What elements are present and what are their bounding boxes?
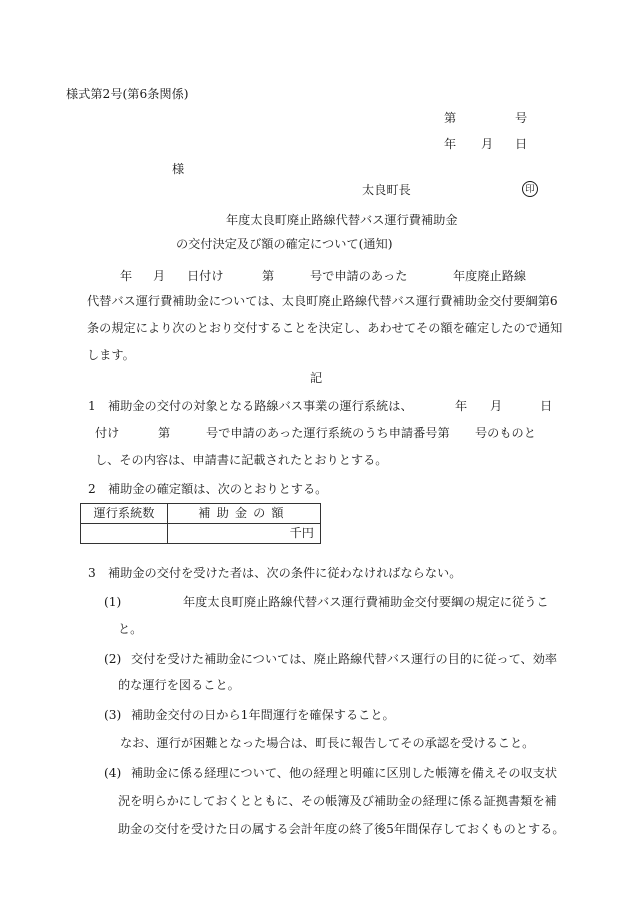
cond4-line-2: 況を明らかにしておくとともに、その帳簿及び補助金の経理に係る証拠書類を補 (118, 794, 557, 808)
cond2-num: (2) (104, 652, 122, 666)
cond1-line-2: と。 (118, 622, 143, 636)
intro-go: 号で申請のあった (310, 269, 408, 283)
table-header-routes: 運行系統数 (81, 504, 168, 524)
table-row (81, 504, 321, 524)
cond2-line-1: 交付を受けた補助金については、廃止路線代替バス運行の目的に従って、効率 (131, 652, 558, 666)
intro-day: 日付け (187, 269, 224, 283)
cond1-line-1: 年度太良町廃止路線代替バス運行費補助金交付要綱の規定に従うこ (183, 595, 549, 609)
title-line-2: の交付決定及び額の確定について(通知) (176, 237, 393, 251)
amount-table (80, 503, 321, 544)
intro-line-2: 代替バス運行費補助金については、太良町廃止路線代替バス運行費補助金交付要綱第6 (87, 294, 558, 308)
cond4-line-1: 補助金に係る経理について、他の経理と明確に区別した帳簿を備えその収支状 (131, 766, 558, 780)
form-number: 様式第2号(第6条関係) (66, 87, 189, 101)
table-cell-routes (81, 524, 168, 544)
ki-heading: 記 (310, 371, 323, 385)
intro-dai: 第 (262, 269, 275, 283)
cond4-num: (4) (104, 766, 122, 780)
item1-line-1: 1 補助金の交付の対象となる路線バス事業の運行系統は、 (88, 399, 413, 413)
table-cell-amount-unit: 千円 (168, 524, 321, 544)
item1-line-2a: 付け (95, 426, 120, 440)
table-row (81, 524, 321, 544)
title-line-1: 年度太良町廃止路線代替バス運行費補助金 (226, 213, 458, 227)
intro-month: 月 (153, 269, 166, 283)
cond4-line-3: 助金の交付を受けた日の属する会計年度の終了後5年間保存しておくものとする。 (118, 822, 565, 836)
sender-title: 太良町長 (362, 183, 411, 197)
item1-day: 日 (540, 399, 553, 413)
item3-text: 3 補助金の交付を受けた者は、次の条件に従わなければならない。 (88, 566, 462, 580)
doc-number-go: 号 (515, 111, 528, 125)
item1-line-2b: 第 (158, 426, 171, 440)
cond1-num: (1) (104, 595, 122, 609)
doc-date-month: 月 (481, 137, 494, 151)
cond3-num: (3) (104, 708, 122, 722)
item2-text: 2 補助金の確定額は、次のとおりとする。 (88, 482, 328, 496)
item1-line-2d: 号のものと (475, 426, 536, 440)
addressee-sama: 様 (172, 162, 185, 176)
intro-line-4: します。 (87, 348, 135, 362)
intro-tail: 年度廃止路線 (453, 269, 527, 283)
item1-month: 月 (490, 399, 503, 413)
item1-year: 年 (455, 399, 468, 413)
intro-line-3: 条の規定により次のとおり交付することを決定し、あわせてその額を確定したので通知 (87, 321, 563, 335)
doc-date-day: 日 (515, 137, 528, 151)
table-header-amount: 補助金の額 (168, 504, 321, 524)
intro-year: 年 (120, 269, 133, 283)
item1-line-3: し、その内容は、申請書に記載されたとおりとする。 (95, 453, 388, 467)
doc-number-dai: 第 (444, 111, 457, 125)
cond3-line-2: なお、運行が困難となった場合は、町長に報告してその承認を受けること。 (120, 736, 535, 750)
item1-line-2c: 号で申請のあった運行系統のうち申請番号第 (206, 426, 450, 440)
cond3-line-1: 補助金交付の日から1年間運行を確保すること。 (131, 708, 395, 722)
cond2-line-2: 的な運行を図ること。 (118, 678, 240, 692)
doc-date-year: 年 (444, 137, 457, 151)
official-seal-icon: 印 (522, 181, 538, 197)
